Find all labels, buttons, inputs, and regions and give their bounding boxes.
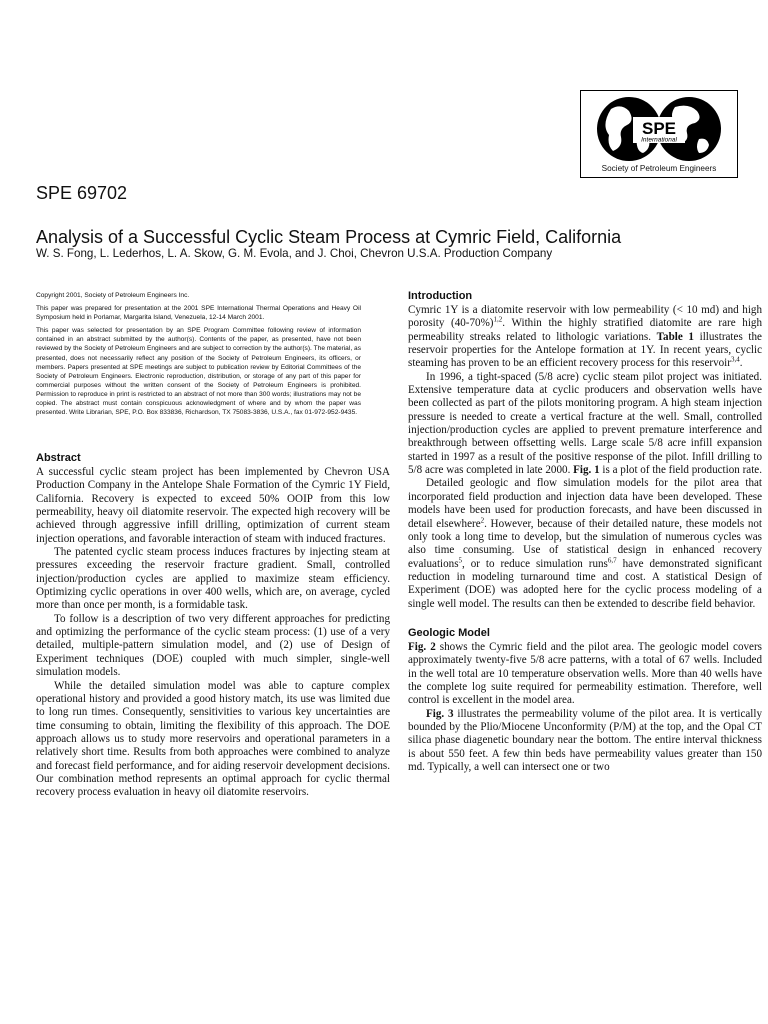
citation-ref: 3,4 (730, 355, 740, 364)
geologic-model-heading: Geologic Model (408, 626, 490, 639)
intro-paragraph: In 1996, a tight-spaced (5/8 acre) cyclic steam pilot project was initiated. Extensive temperature data at cyclic producers and observation wells have been collected as part of the pilots monitoring program. A high steam injection pressure is needed to create a vertical fracture at the well. Small, controlled injection/production cycles are applied to prevent premature interference and breakthrough between offsetting wells. Large scale 5/8 acre infill expansion started in 1997 as a result of the positive response of the pilot. Infill drilling to 5/8 acre was completed in late 2000. Fig. 1 is a plot of the field production rate. (408, 370, 762, 477)
paper-authors: W. S. Fong, L. Lederhos, L. A. Skow, G. M. Evola, and J. Choi, Chevron U.S.A. Production Company (36, 247, 553, 260)
abstract-paragraph: To follow is a description of two very different approaches for predicting and optimizing the performance of the cyclic steam process: (1) use of a very detailed, multiple-pattern simulation model, and (2) use of Design of Experiment techniques (DOE) coupled with much simpler, single-well simulation models. (36, 612, 390, 679)
presentation-note: This paper was prepared for presentation at the 2001 SPE International Thermal Operations and Heavy Oil Symposium held in Porlamar, Margarita Island, Venezuela, 12-14 March 2001. (36, 305, 361, 322)
paper-number: SPE 69702 (36, 183, 128, 203)
intro-paragraph: Detailed geologic and flow simulation models for the pilot area that incorporated field production and injection data have been developed. These models have been used for production forecasts, and have been discussed in detail elsewhere$^2$. However, because of their detailed nature, these models not only took a long time to develop, but the simulation of numerous cycles was also time consuming. Use of statistical design in enhanced recovery evaluations$^5$, or to reduce simulation runs$^{6,7}$ have demonstrated significant reduction in modeling turnaround time and cost. A statistical Design of Experiment (DOE) was adopted here for the cyclic process modeling of a single well model. The results can then be extended to describe field behavior. (408, 477, 762, 610)
paper-title: Analysis of a Successful Cyclic Steam Process at Cymric Field, California (36, 227, 622, 247)
right-column (408, 289, 762, 774)
spe-logo (580, 90, 738, 178)
copyright-block (36, 291, 361, 421)
geologic-paragraph: Fig. 3 illustrates the permeability volume of the pilot area. It is vertically bounded by the Plio/Miocene Unconformity (P/M) at the top, and the Opal CT silica phase diagenetic boundary near the bottom. The entire interval thickness is about 550 feet. A few thin beds have permeability values greater than 150 md. Typically, a well can intersect one or two (408, 707, 763, 773)
figure-ref: Fig. 1 (573, 464, 600, 477)
table-ref: Table 1 (656, 330, 694, 343)
citation-ref: 6,7 (607, 555, 617, 564)
left-column (36, 451, 390, 800)
citation-ref: 1,2 (493, 315, 503, 324)
citation-ref: 2 (480, 515, 485, 524)
logo-sub: International (641, 136, 677, 144)
abstract-paragraph: A successful cyclic steam project has been implemented by Chevron USA Production Company in the Antelope Shale Formation of the Cymric 1Y Field, California. Recovery is expected to exceed 50% OOIP from this low permeability, heavy oil diatomite reservoir. The expected high recovery will be achieved through aggressive infill drilling, optimization of current steam injection operations, and favorable interaction of steam with induced fractures. (36, 466, 390, 545)
logo-acronym: SPE (641, 119, 677, 138)
figure-ref: Fig. 3 (426, 707, 454, 720)
abstract-heading: Abstract (36, 452, 81, 464)
review-disclaimer: This paper was selected for presentation by an SPE Program Committee following review of information contained in an abstract submitted by the author(s). Contents of the paper, as presented, have not been reviewed by the Society of Petroleum Engineers and are subject to correction by the author(s). The material, as presented, does not necessarily reflect any position of the Society of Petroleum Engineers, its officers, or members. Papers presented at SPE meetings are subject to publication review by Editorial Committees of the Society of Petroleum Engineers. Electronic reproduction, distribution, or storage of any part of this paper for commercial purposes without the written consent of the Society of Petroleum Engineers is prohibited. Permission to reproduce in print is restricted to an abstract of not more than 300 words; illustrations may not be copied. The abstract must contain conspicuous acknowledgment of where and by whom the paper was presented. Write Librarian, SPE, P.O. Box 833836, Richardson, TX 75083-3836, U.S.A., fax 01-972-952-9435. (36, 327, 361, 417)
logo-caption: Society of Petroleum Engineers (601, 164, 717, 173)
abstract-paragraph: While the detailed simulation model was able to capture complex operational history and provided a good history match, its use was limited due to long run times. Consequently, sensitivities to various key uncertainties are time consuming to obtain, limiting the flexibility of this approach. The DOE approach allows us to study more reservoirs and operational parameters in a relatively short time. Results from both approaches were combined to analyze and forecast field performance, and for aiding reservoir development decisions. Our combination method represents an optimal approach for cyclic thermal recovery process evaluation in heavy oil diatomite reservoirs. (36, 679, 390, 799)
intro-paragraph: Cymric 1Y is a diatomite reservoir with low permeability (< 10 md) and high porosity (40-70%)$^{1,2}$. Within the highly stratified diatomite are rare high permeability streaks related to lithologic variations. Table 1 illustrates the reservoir properties for the Antelope formation at 1Y. In recent years, cyclic steaming has proven to be an efficient recovery process for this reservoir$^{3,4}$. (408, 304, 762, 370)
figure-ref: Fig. 2 (408, 640, 436, 653)
introduction-heading: Introduction (408, 290, 473, 302)
copyright-line: Copyright 2001, Society of Petroleum Engineers Inc. (36, 292, 190, 299)
abstract-paragraph: The patented cyclic steam process induces fractures by injecting steam at pressures exceeding the reservoir fracture gradient. Small, controlled injection/production cycles are applied to maximize steam efficiency. Optimizing cyclic operations in over 400 wells, which are, on average, cycled more than once per month, is a formidable task. (36, 546, 390, 612)
globe-icon (589, 95, 729, 165)
geologic-paragraph: Fig. 2 shows the Cymric field and the pilot area. The geologic model covers approximately twenty-five 5/8 acre patterns, with a total of 67 wells. Included in the well total are 10 temperature observation wells. More than 40 wells have the complete log suite required for permeability estimation. Therefore, well control is excellent in the model area. (408, 640, 762, 707)
citation-ref: 5 (458, 555, 463, 564)
